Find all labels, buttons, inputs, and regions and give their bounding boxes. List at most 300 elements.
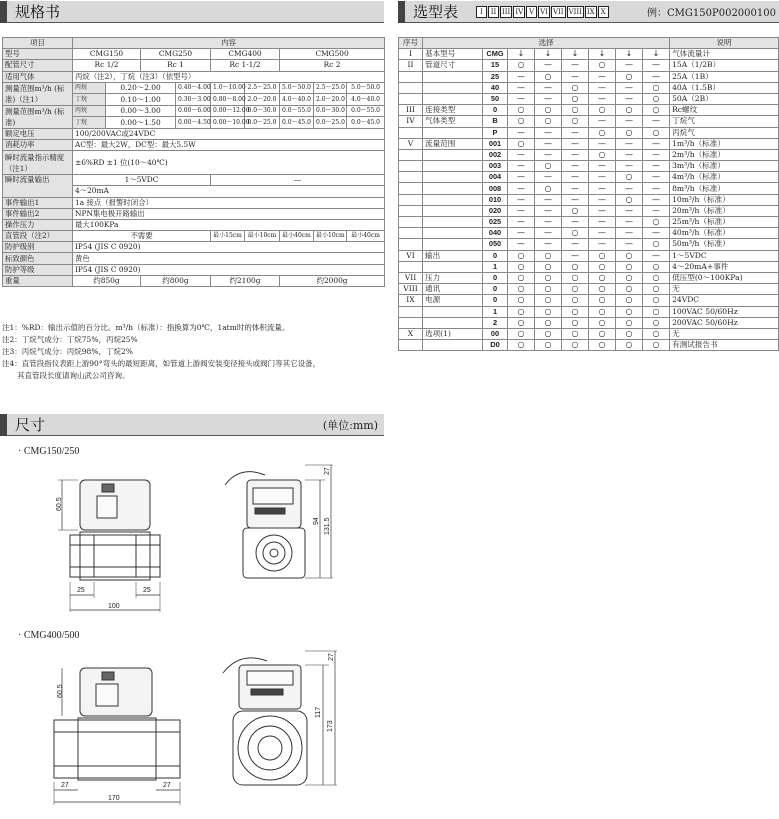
row-mark: — bbox=[589, 172, 616, 183]
row-mark: ○ bbox=[589, 272, 616, 283]
range-cell: 0.0～25.0 bbox=[314, 117, 347, 129]
roman-box: VII bbox=[552, 7, 564, 16]
port-cell: Rc 1 bbox=[141, 60, 211, 71]
row-mark: ○ bbox=[562, 93, 589, 104]
row-code: 00 bbox=[483, 328, 508, 339]
row-mark: — bbox=[508, 149, 535, 160]
row-item: 连接类型 bbox=[423, 105, 483, 116]
row-mark: ○ bbox=[616, 194, 643, 205]
selection-row bbox=[399, 205, 779, 216]
model-cell: CMG400 bbox=[211, 49, 280, 60]
dim-text: 27 bbox=[163, 782, 171, 789]
row-mark: — bbox=[616, 183, 643, 194]
row-mark: ○ bbox=[562, 228, 589, 239]
section-bar bbox=[0, 414, 7, 436]
row-mark: — bbox=[562, 60, 589, 71]
range-sub: 丙烷 bbox=[73, 105, 106, 117]
output-v1b: — bbox=[211, 175, 385, 186]
row-mark: — bbox=[589, 82, 616, 93]
dims-label-1: · CMG150/250 bbox=[18, 446, 80, 457]
range-cell: 0.00～12.00 bbox=[211, 105, 245, 117]
selection-section-header bbox=[398, 1, 779, 23]
row-item bbox=[423, 217, 483, 228]
row-mark: ○ bbox=[562, 328, 589, 339]
weight-cell: 约2100g bbox=[211, 275, 280, 286]
row-desc: 1～5VDC bbox=[670, 250, 779, 261]
row-mark: — bbox=[535, 217, 562, 228]
dim-text: 100 bbox=[108, 603, 120, 610]
row-mark: ↓ bbox=[535, 49, 562, 60]
row-mark: ○ bbox=[643, 306, 670, 317]
row-mark: ○ bbox=[535, 306, 562, 317]
row-code: B bbox=[483, 116, 508, 127]
selection-row bbox=[399, 250, 779, 261]
range2-label: 测量范围m³/h (标准) bbox=[3, 105, 73, 128]
row-mark: ○ bbox=[643, 284, 670, 295]
row-desc: 2m³/h（标准） bbox=[670, 149, 779, 160]
row-mark: ↓ bbox=[643, 49, 670, 60]
row-no: VI bbox=[399, 250, 423, 261]
row-mark: — bbox=[562, 183, 589, 194]
dim-text: 117 bbox=[315, 706, 322, 718]
row-code: 40 bbox=[483, 82, 508, 93]
row-mark: — bbox=[562, 239, 589, 250]
row-no bbox=[399, 82, 423, 93]
row-code: 003 bbox=[483, 161, 508, 172]
row-mark: ○ bbox=[562, 272, 589, 283]
selection-row bbox=[399, 161, 779, 172]
voltage-label: 额定电压 bbox=[3, 128, 73, 139]
range-cell: 2.0～20.0 bbox=[245, 94, 280, 106]
row-code: 050 bbox=[483, 239, 508, 250]
row-mark: ○ bbox=[616, 306, 643, 317]
header-desc: 说明 bbox=[670, 38, 779, 49]
dims-section-header bbox=[0, 414, 384, 436]
row-item: 选项(1) bbox=[423, 328, 483, 339]
row-mark: — bbox=[535, 138, 562, 149]
row-desc: 15A（1/2B） bbox=[670, 60, 779, 71]
row-desc: 40m³/h（标准） bbox=[670, 228, 779, 239]
row-mark: ○ bbox=[535, 71, 562, 82]
row-mark: — bbox=[589, 205, 616, 216]
roman-box: I bbox=[476, 6, 487, 18]
section-bar bbox=[398, 1, 405, 23]
row-item: 基本型号 bbox=[423, 49, 483, 60]
port-cell: Rc 1/2 bbox=[73, 60, 141, 71]
row-no bbox=[399, 317, 423, 328]
ports-label: 配管尺寸 bbox=[3, 60, 73, 71]
selection-row bbox=[399, 183, 779, 194]
row-mark: ○ bbox=[589, 284, 616, 295]
row-mark: ○ bbox=[616, 328, 643, 339]
range-cell: 5.0～50.0 bbox=[347, 82, 385, 94]
row-mark: ○ bbox=[616, 272, 643, 283]
port-cell: Rc 2 bbox=[280, 60, 385, 71]
row-item bbox=[423, 149, 483, 160]
row-mark: — bbox=[643, 228, 670, 239]
cmg150-side-drawing bbox=[205, 460, 340, 595]
row-no: V bbox=[399, 138, 423, 149]
range-cell: 0.0～55.0 bbox=[347, 105, 385, 117]
row-mark: ○ bbox=[535, 105, 562, 116]
row-desc: 气体流量计 bbox=[670, 49, 779, 60]
header-select: 选择 bbox=[423, 38, 670, 49]
row-desc: 4m³/h（标准） bbox=[670, 172, 779, 183]
range-cell: 0.30～3.00 bbox=[176, 94, 211, 106]
gas-value: 丙烷（注2），丁烷（注3）（依型号） bbox=[73, 71, 385, 82]
roman-box: V bbox=[526, 6, 537, 18]
row-mark: — bbox=[535, 60, 562, 71]
accuracy-value: ±6%RD ±1 位(10～40℃) bbox=[73, 151, 385, 175]
dim-text: 25 bbox=[77, 587, 85, 594]
straight-cell: 最小15cm bbox=[211, 231, 245, 242]
note-line: 注1：%RD：输出示值的百分比。m³/h（标准）：指换算为0℃，1atm时的体积流量。 bbox=[2, 323, 290, 332]
row-mark: ○ bbox=[589, 317, 616, 328]
row-mark: ○ bbox=[562, 261, 589, 272]
row-item bbox=[423, 205, 483, 216]
weight-cell: 约850g bbox=[73, 275, 141, 286]
row-mark: — bbox=[643, 161, 670, 172]
row-mark: — bbox=[616, 161, 643, 172]
row-mark: — bbox=[508, 194, 535, 205]
row-mark: — bbox=[643, 205, 670, 216]
row-mark: — bbox=[535, 172, 562, 183]
row-item: 气体类型 bbox=[423, 116, 483, 127]
selection-row bbox=[399, 228, 779, 239]
selection-row bbox=[399, 340, 779, 351]
output-v1: 1～5VDC bbox=[73, 175, 211, 186]
row-mark: — bbox=[616, 228, 643, 239]
row-mark: ○ bbox=[589, 261, 616, 272]
weight-cell: 约2000g bbox=[280, 275, 385, 286]
model-label: 型号 bbox=[3, 49, 73, 60]
row-mark: ○ bbox=[508, 328, 535, 339]
row-mark: — bbox=[508, 205, 535, 216]
roman-box: III bbox=[502, 7, 511, 16]
header-no: 序号 bbox=[399, 38, 423, 49]
row-mark: ○ bbox=[562, 82, 589, 93]
dim-text: 60.5 bbox=[56, 497, 63, 511]
row-code: 1 bbox=[483, 306, 508, 317]
range-cell: 0.0～45.0 bbox=[347, 117, 385, 129]
roman-box: IV bbox=[515, 7, 524, 16]
row-mark: ○ bbox=[508, 272, 535, 283]
row-mark: ○ bbox=[616, 261, 643, 272]
row-no bbox=[399, 183, 423, 194]
row-code: 001 bbox=[483, 138, 508, 149]
range-sub: 丁烷 bbox=[73, 94, 106, 106]
range-cell: 2.5～25.0 bbox=[245, 82, 280, 94]
row-mark: — bbox=[589, 71, 616, 82]
row-mark: ○ bbox=[562, 105, 589, 116]
row-code: CMG bbox=[483, 49, 508, 60]
dim-text: 25 bbox=[143, 587, 151, 594]
row-item: 流量范围 bbox=[423, 138, 483, 149]
row-mark: — bbox=[535, 127, 562, 138]
dim-text: 27 bbox=[324, 467, 331, 475]
row-mark: ○ bbox=[562, 284, 589, 295]
row-desc: 无 bbox=[670, 328, 779, 339]
row-mark: ○ bbox=[508, 138, 535, 149]
row-mark: — bbox=[508, 239, 535, 250]
row-code: 50 bbox=[483, 93, 508, 104]
row-mark: ○ bbox=[616, 250, 643, 261]
color-value: 黄色 bbox=[73, 253, 385, 264]
row-mark: — bbox=[643, 183, 670, 194]
row-desc: 50m³/h（标准） bbox=[670, 239, 779, 250]
note-line: 注4：直管段指仪表距上游90°弯头的最短距离，如管道上游阀安装变径接头或阀门等其它设备， bbox=[2, 359, 321, 368]
row-item bbox=[423, 161, 483, 172]
row-mark: — bbox=[643, 138, 670, 149]
row-desc: 50A（2B） bbox=[670, 93, 779, 104]
row-mark: ○ bbox=[508, 284, 535, 295]
dim-text: 131.5 bbox=[324, 517, 331, 535]
weight-cell: 约800g bbox=[141, 275, 211, 286]
row-mark: ○ bbox=[562, 116, 589, 127]
selection-row bbox=[399, 217, 779, 228]
row-mark: ○ bbox=[589, 149, 616, 160]
row-mark: ○ bbox=[616, 71, 643, 82]
row-mark: ○ bbox=[535, 317, 562, 328]
row-mark: — bbox=[643, 172, 670, 183]
row-mark: ○ bbox=[535, 116, 562, 127]
range-cell: 0.80～8.00 bbox=[211, 94, 245, 106]
row-mark: — bbox=[562, 138, 589, 149]
row-mark: — bbox=[508, 127, 535, 138]
row-mark: ○ bbox=[616, 105, 643, 116]
row-no bbox=[399, 172, 423, 183]
range-cell: 2.5～25.0 bbox=[314, 82, 347, 94]
row-no bbox=[399, 239, 423, 250]
roman-box: VI bbox=[540, 7, 548, 16]
row-code: 25 bbox=[483, 71, 508, 82]
selection-row bbox=[399, 49, 779, 60]
row-mark: ○ bbox=[508, 340, 535, 351]
row-item: 输出 bbox=[423, 250, 483, 261]
range-cell: 4.0～40.0 bbox=[347, 94, 385, 106]
row-mark: ○ bbox=[589, 127, 616, 138]
selection-row bbox=[399, 60, 779, 71]
row-mark: — bbox=[643, 116, 670, 127]
row-mark: ○ bbox=[562, 340, 589, 351]
example-code: 例：CMG150P002000100 bbox=[647, 8, 776, 19]
row-code: 0 bbox=[483, 105, 508, 116]
row-mark: ↓ bbox=[589, 49, 616, 60]
range1-label: 测量范围m³/h (标准)（注1） bbox=[3, 82, 73, 105]
model-cell: CMG250 bbox=[141, 49, 211, 60]
ip2-label: 防护等级 bbox=[3, 264, 73, 275]
row-mark: — bbox=[562, 71, 589, 82]
output-label: 瞬时流量输出 bbox=[3, 175, 73, 197]
row-code: 0 bbox=[483, 295, 508, 306]
dims-unit: (单位:mm) bbox=[322, 418, 378, 432]
row-item bbox=[423, 71, 483, 82]
row-mark: ○ bbox=[589, 306, 616, 317]
row-item bbox=[423, 261, 483, 272]
row-item bbox=[423, 306, 483, 317]
row-no: I bbox=[399, 49, 423, 60]
straight-cell: 最小10cm bbox=[245, 231, 280, 242]
row-code: 002 bbox=[483, 149, 508, 160]
event1-value: 1a 接点（报警时闭合） bbox=[73, 197, 385, 208]
selection-row bbox=[399, 284, 779, 295]
row-mark: ○ bbox=[508, 116, 535, 127]
row-mark: — bbox=[562, 217, 589, 228]
row-mark: — bbox=[508, 71, 535, 82]
row-mark: ○ bbox=[589, 105, 616, 116]
row-mark: — bbox=[616, 239, 643, 250]
gas-label: 适用气体 bbox=[3, 71, 73, 82]
range-cell: 2.0～20.0 bbox=[314, 94, 347, 106]
header-content: 内容 bbox=[73, 38, 385, 49]
row-item bbox=[423, 183, 483, 194]
row-mark: — bbox=[508, 217, 535, 228]
row-mark: ○ bbox=[535, 261, 562, 272]
row-no bbox=[399, 194, 423, 205]
ip-value: IP54 (JIS C 0920) bbox=[73, 242, 385, 253]
row-mark: ○ bbox=[643, 340, 670, 351]
row-mark: ○ bbox=[643, 217, 670, 228]
row-mark: — bbox=[616, 93, 643, 104]
row-mark: ○ bbox=[643, 317, 670, 328]
row-no bbox=[399, 161, 423, 172]
row-mark: ○ bbox=[535, 340, 562, 351]
row-item bbox=[423, 317, 483, 328]
row-mark: — bbox=[589, 183, 616, 194]
selection-row bbox=[399, 127, 779, 138]
straight-cell: 不需要 bbox=[73, 231, 211, 242]
row-desc: 25A（1B） bbox=[670, 71, 779, 82]
row-item bbox=[423, 239, 483, 250]
row-no: VII bbox=[399, 272, 423, 283]
row-mark: ○ bbox=[643, 93, 670, 104]
pressure-value: 最大100KPa bbox=[73, 219, 385, 230]
row-mark: ○ bbox=[643, 328, 670, 339]
row-code: 0 bbox=[483, 272, 508, 283]
straight-cell: 最小40cm bbox=[347, 231, 385, 242]
range-cell: 4.0～40.0 bbox=[280, 94, 314, 106]
row-mark: — bbox=[589, 93, 616, 104]
row-no bbox=[399, 340, 423, 351]
row-mark: — bbox=[508, 172, 535, 183]
selection-row bbox=[399, 93, 779, 104]
row-no: IX bbox=[399, 295, 423, 306]
range-cell: 0.20～2.00 bbox=[106, 82, 176, 94]
port-cell: Rc 1-1/2 bbox=[211, 60, 280, 71]
selection-row bbox=[399, 82, 779, 93]
selection-row bbox=[399, 116, 779, 127]
selection-row bbox=[399, 317, 779, 328]
range-cell: 1.0～10.00 bbox=[211, 82, 245, 94]
row-mark: ○ bbox=[508, 105, 535, 116]
output-v2: 4～20mA bbox=[73, 186, 385, 197]
row-desc: 40A（1.5B） bbox=[670, 82, 779, 93]
row-desc: 丙烷气 bbox=[670, 127, 779, 138]
row-desc: 低压型(0～100KPa) bbox=[670, 272, 779, 283]
dim-text: 173 bbox=[327, 720, 334, 732]
cmg150-front-drawing bbox=[50, 470, 180, 620]
range-cell: 0.00～10.00 bbox=[211, 117, 245, 129]
row-no: X bbox=[399, 328, 423, 339]
row-mark: ○ bbox=[535, 250, 562, 261]
row-mark: ○ bbox=[508, 317, 535, 328]
row-code: 008 bbox=[483, 183, 508, 194]
row-code: D0 bbox=[483, 340, 508, 351]
accuracy-label: 瞬时流量指示精度（注1） bbox=[3, 151, 73, 175]
row-no bbox=[399, 261, 423, 272]
range-cell: 0.10～1.00 bbox=[106, 94, 176, 106]
cmg400-front-drawing bbox=[50, 660, 185, 810]
roman-box: II bbox=[488, 6, 499, 18]
row-code: 15 bbox=[483, 60, 508, 71]
range-cell: 0.0～25.0 bbox=[245, 117, 280, 129]
row-mark: — bbox=[616, 149, 643, 160]
row-mark: — bbox=[643, 149, 670, 160]
row-code: 2 bbox=[483, 317, 508, 328]
straight-cell: 最小40cm bbox=[280, 231, 314, 242]
row-mark: — bbox=[562, 161, 589, 172]
row-item: 通讯 bbox=[423, 284, 483, 295]
row-mark: ○ bbox=[643, 82, 670, 93]
row-mark: — bbox=[535, 239, 562, 250]
row-mark: ○ bbox=[535, 328, 562, 339]
straight-cell: 最小10cm bbox=[314, 231, 347, 242]
row-mark: — bbox=[508, 228, 535, 239]
row-desc: 4～20mA+事件 bbox=[670, 261, 779, 272]
row-mark: — bbox=[589, 161, 616, 172]
range-cell: 0.00～4.50 bbox=[176, 117, 211, 129]
row-desc: 100VAC 50/60Hz bbox=[670, 306, 779, 317]
dim-text: 94 bbox=[313, 517, 320, 525]
row-item bbox=[423, 127, 483, 138]
row-mark: — bbox=[616, 116, 643, 127]
range-cell: 0.0～55.0 bbox=[280, 105, 314, 117]
row-code: 004 bbox=[483, 172, 508, 183]
row-code: 010 bbox=[483, 194, 508, 205]
range-cell: 0.00～3.00 bbox=[106, 105, 176, 117]
row-mark: — bbox=[508, 93, 535, 104]
row-mark: — bbox=[589, 194, 616, 205]
row-mark: ○ bbox=[589, 328, 616, 339]
row-mark: ○ bbox=[562, 317, 589, 328]
event2-label: 事件输出2 bbox=[3, 208, 73, 219]
model-cell: CMG150 bbox=[73, 49, 141, 60]
row-item bbox=[423, 93, 483, 104]
row-no bbox=[399, 71, 423, 82]
row-mark: — bbox=[535, 228, 562, 239]
selection-row bbox=[399, 105, 779, 116]
row-code: 0 bbox=[483, 284, 508, 295]
row-item: 管道尺寸 bbox=[423, 60, 483, 71]
row-mark: ○ bbox=[562, 306, 589, 317]
row-desc: Rc螺纹 bbox=[670, 105, 779, 116]
row-desc: 丁烷气 bbox=[670, 116, 779, 127]
dim-text: 27 bbox=[328, 653, 335, 661]
row-desc: 无 bbox=[670, 284, 779, 295]
weight-label: 重量 bbox=[3, 275, 73, 286]
row-mark: — bbox=[616, 138, 643, 149]
row-mark: — bbox=[508, 183, 535, 194]
row-code: 020 bbox=[483, 205, 508, 216]
row-code: 0 bbox=[483, 250, 508, 261]
row-mark: — bbox=[508, 161, 535, 172]
row-mark: ○ bbox=[535, 284, 562, 295]
selection-row bbox=[399, 328, 779, 339]
range-cell: 0.00～1.50 bbox=[106, 117, 176, 129]
selection-row bbox=[399, 138, 779, 149]
range-sub: 丙烷 bbox=[73, 82, 106, 94]
row-item bbox=[423, 172, 483, 183]
